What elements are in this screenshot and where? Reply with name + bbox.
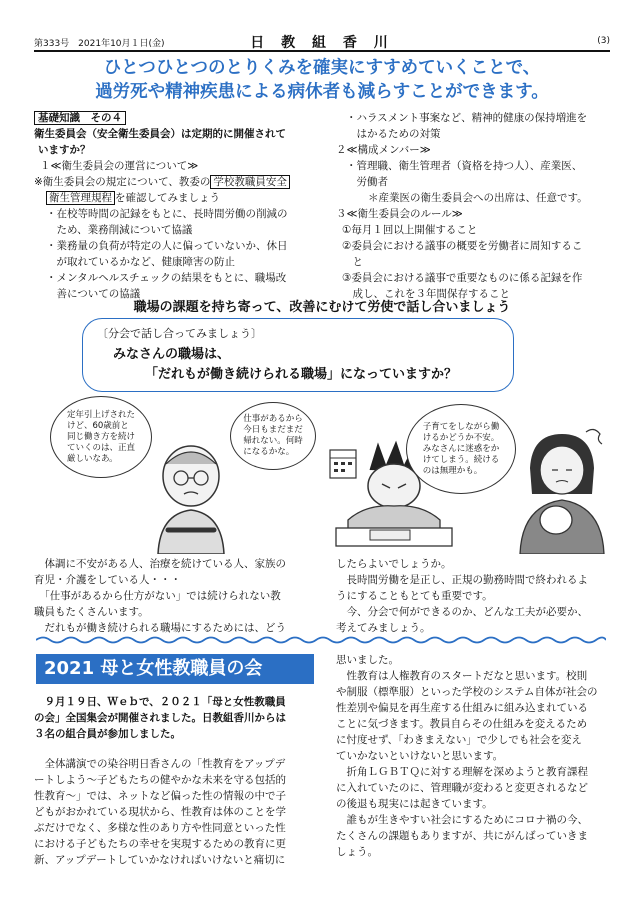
article-banner: 2021 母と女性教職員の会 [36,654,314,684]
paragraph-line: しょう。 [336,846,378,858]
illustration-area [34,394,610,554]
bubble-line: 今日もまだまだ [243,425,303,435]
bubble-line: 同じ働き方を続け [66,431,135,442]
callout-label: 〔分会で話し合ってみましょう〕 [97,327,262,340]
bubble-line: けるかどうか不安。 [422,432,500,443]
article-body-left [34,756,326,868]
discussion-text-left [34,556,326,636]
lead-line: の会」全国集会が開催されました。日教組香川からは [34,712,286,724]
bubble-line: 帰れない。何時 [243,436,303,446]
lead-line: ９月１９日、Ｗｅｂで、２０２１「母と女性教職員 [34,696,286,708]
paragraph-line: 性差別や偏見を再生産する仕組みに組み込まれている [336,702,588,714]
paragraph-line: したらよいでしょうか。 [336,558,452,570]
note-text-b: 学校教職員安全 [210,175,290,189]
rule-line: 成し、これを３年間保存すること [342,288,510,300]
section-1-title: １≪衛生委員会の運営について≫ [40,160,199,172]
paragraph-line: 長時間労働を是正し、正規の勤務時間で終われるよ [336,574,588,586]
member-line: ・管理職、衛生管理者（資格を持つ人）、産業医、 [346,160,583,172]
paragraph-line: に入れていたのに、管理職が変わると変更されるなど [336,782,588,794]
paragraph-line: 新、アップデートしていかなければいけないと痛切に [34,854,286,866]
paragraph-line: における子どもたちの幸せを実現するための教育に更 [34,838,286,850]
note-text-c: 衛生管理規程 [46,191,115,205]
agenda-line: ・メンタルヘルスチェックの結果をもとに、職場改 [46,272,287,284]
page-number: (3) [597,36,610,46]
paragraph-line: の後退も現実には起きています。 [336,798,493,810]
rule-line: ③委員会における議事で重要なものに係る記録を作 [342,272,583,284]
paragraph-line: 考えてみましょう。 [336,622,431,634]
callout-line-2: 「だれもが働き続けられる職場」になっていますか？ [145,367,458,382]
discussion-callout [82,318,514,392]
article-body-right [336,652,612,860]
paragraph-line: に忖度せず、「わきまえない」で少しでも社会を変え [336,734,582,746]
headline-line-1: ひとつひとつのとりくみを確実にすすめていくことで、 [103,58,541,78]
paragraph-line: 職員もたくさんいます。 [34,606,149,618]
elder-teacher-illustration [146,434,236,554]
bubble-line: けてしまう。続ける [422,454,500,465]
paragraph-line: 今、分会で何ができるのか、どんな工夫が必要か、 [336,606,588,618]
bubble-line: になるかな。 [243,447,295,457]
bubble-line: 厳しいなあ。 [66,453,118,464]
note-text-d: を確認してみましょう [115,192,220,204]
paragraph-line: 「仕事があるから仕方がない」では続けられない教 [34,590,281,602]
paragraph-line: ートしよう～子どもたちの健やかな未来を守る包括的 [34,774,286,786]
agenda-line: が取れているかなど、健康障害の防止 [46,256,235,268]
rule-line: と [342,256,363,268]
bubble-line: ていくのは、正直 [66,442,135,453]
question-line-2: いますか？ [38,144,91,156]
callout-line-1: みなさんの職場は、 [113,347,231,362]
headline-line-2: 過労死や精神疾患による病休者も減らすことができます。 [95,82,549,102]
member-line: 労働者 [346,176,388,188]
speech-bubble-worker [230,402,316,470]
agenda-line: 善についての協議 [46,288,141,300]
member-note: ＊産業医の衛生委員会への出席は、任意です。 [368,192,588,204]
speech-bubble-elder [50,396,152,478]
agenda-line: ・業務量の負荷が特定の人に偏っていないか、休日 [46,240,288,252]
bubble-line: みなさんに迷惑をか [422,443,500,454]
regulation-note [34,174,326,190]
newsletter-header [34,34,610,52]
committee-details-section [336,110,612,302]
bubble-line: 子育てをしながら働 [422,421,500,432]
paragraph-line: ぶだけでなく、多様な性のあり方や性同意といった性 [34,822,286,834]
paragraph-line: 性教育は人権教育のスタートだなと思います。校則 [336,670,588,682]
paragraph-line: 体調に不安がある人、治療を続けている人、家族の [34,558,286,570]
paragraph-line: や制服（標準服）といった学校のシステム自体が社会の [336,686,598,698]
paragraph-line: だれもが働き続けられる職場にするためには、どう [34,622,286,634]
discussion-heading: 職場の課題を持ち寄って、改善にむけて労使で話し合いましょう [133,300,511,315]
section-2-title: ２≪構成メンバー≫ [336,144,431,156]
article-lead [34,694,326,742]
paragraph-line: ていかないといけないと思います。 [336,750,504,762]
parent-teacher-illustration [512,424,610,554]
agenda-line: ・ハラスメント事案など、精神的健康の保持増進を [346,112,588,124]
newsletter-title: 日 教 組 香 川 [250,35,394,51]
basic-knowledge-label: 基礎知識 その４ [34,111,126,125]
bubble-line: のは無理かも。 [422,465,483,476]
agenda-line: ・在校等時間の記録をもとに、長時間労働の削減の [46,208,288,220]
bubble-line: けど、60歳前と [66,420,129,431]
note-text-a: ※衛生委員会の規定について、教委の [34,176,211,188]
section-3-title: ３≪衛生委員会のルール≫ [336,208,463,220]
agenda-line: はかるための対策 [346,128,441,140]
paragraph-line: どもがおかれている現状から、性教育は体のことを学 [34,806,286,818]
rule-line: ②委員会における議事の概要を労働者に周知するこ [342,240,583,252]
speech-bubble-parent [406,404,516,494]
paragraph-line: 性教育～」では、ネットなど偏った性の情報の中で子 [34,790,286,802]
paragraph-line: たくさんの課題もありますが、共にがんばっていきま [336,830,588,842]
regulation-note-cont [34,190,326,206]
paragraph-line: 思いました。 [336,654,399,666]
paragraph-line: 誰もが生きやすい社会にするためにコロナ禍の今、 [336,814,588,826]
lead-line: ３名の組合員が参加しました。 [34,728,181,740]
bubble-line: 仕事があるから [243,414,303,424]
paragraph-line: 全体講演での染谷明日香さんの「性教育をアップデ [34,758,286,770]
paragraph-line: うにすることもとても重要です。 [336,590,493,602]
rule-line: ①毎月１回以上開催すること [342,224,478,236]
bubble-line: 定年引上げされた [66,409,135,420]
discussion-text-right [336,556,612,636]
wave-divider [36,635,606,645]
question-line-1: 衛生委員会（安全衛生委員会）は定期的に開催されて [34,128,286,140]
paragraph-line: ことに気づきます。教員自らその仕組みを変えるため [336,718,588,730]
basic-knowledge-section [34,110,326,302]
issue-info: 第333号 2021年10月１日(金) [34,39,165,49]
agenda-line: ため、業務削減について協議 [46,224,193,236]
paragraph-line: 折角ＬＧＢＴＱに対する理解を深めようと教育課程 [336,766,588,778]
paragraph-line: 育児・介護をしている人・・・ [34,574,181,586]
